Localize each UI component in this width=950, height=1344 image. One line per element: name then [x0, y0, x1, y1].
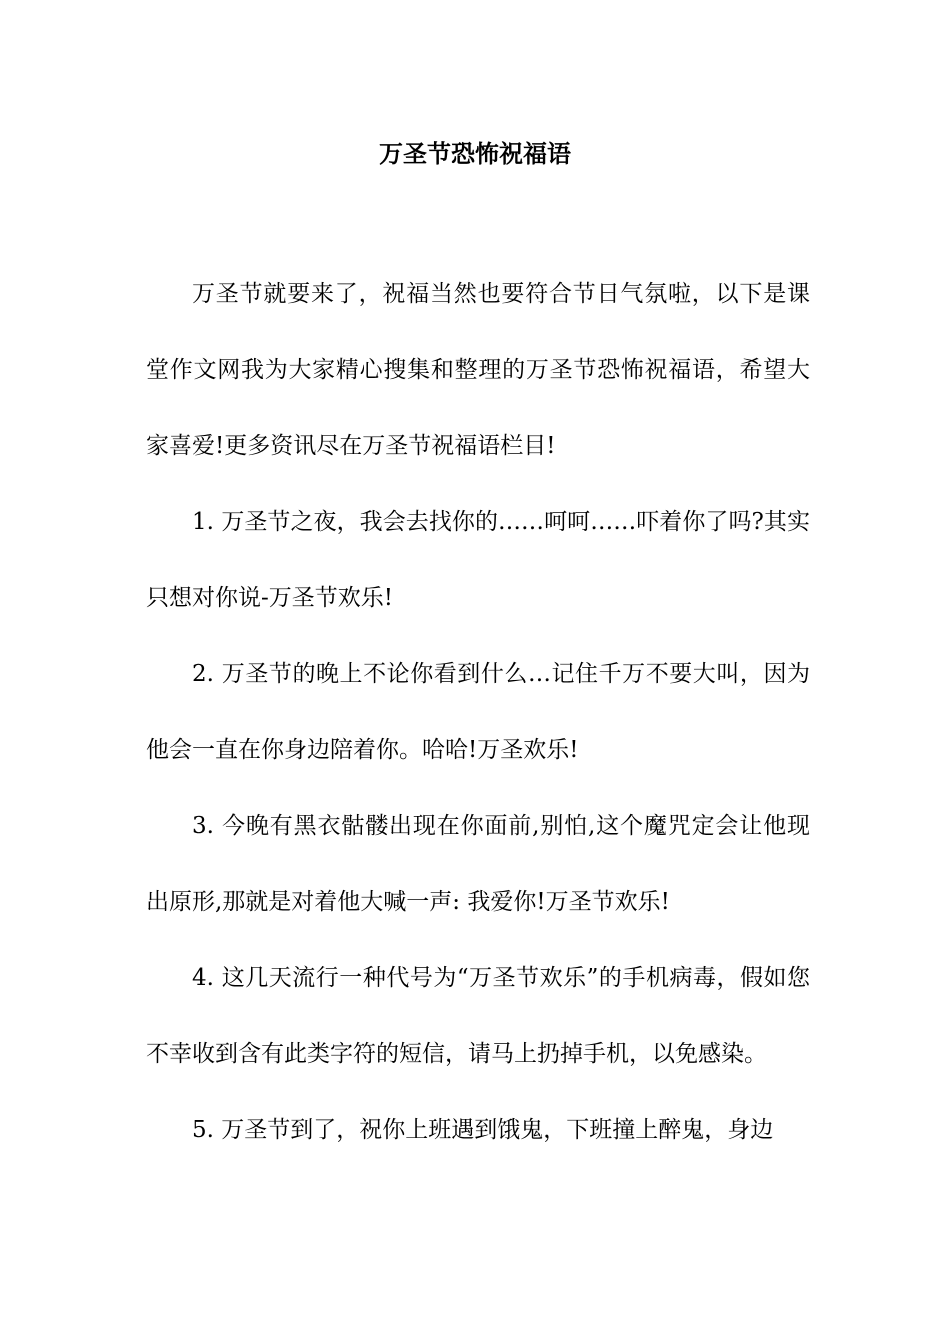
document-title: 万圣节恐怖祝福语 — [379, 139, 571, 168]
blessing-paragraph-1: 1. 万圣节之夜，我会去找你的……呵呵……吓着你了吗?其实只想对你说-万圣节欢乐! — [146, 509, 810, 611]
intro-paragraph: 万圣节就要来了，祝福当然也要符合节日气氛啦，以下是课堂作文网我为大家精心搜集和整理的万圣节恐怖祝福语，希望大家喜爱!更多资讯尽在万圣节祝福语栏目! — [146, 281, 810, 459]
blessing-paragraph-4: 4. 这几天流行一种代号为“万圣节欢乐”的手机病毒，假如您不幸收到含有此类字符的短信，请马上扔掉手机，以免感染。 — [146, 965, 810, 1067]
blessing-paragraph-2: 2. 万圣节的晚上不论你看到什么…记住千万不要大叫，因为他会一直在你身边陪着你。哈哈!万圣欢乐! — [146, 661, 810, 763]
document-body — [146, 256, 810, 1168]
blessing-paragraph-3: 3. 今晚有黑衣骷髅出现在你面前,别怕,这个魔咒定会让他现出原形,那就是对着他大喊一声: 我爱你!万圣节欢乐! — [146, 813, 810, 915]
blessing-paragraph-5: 5. 万圣节到了，祝你上班遇到饿鬼，下班撞上醉鬼，身边 — [192, 1117, 774, 1143]
